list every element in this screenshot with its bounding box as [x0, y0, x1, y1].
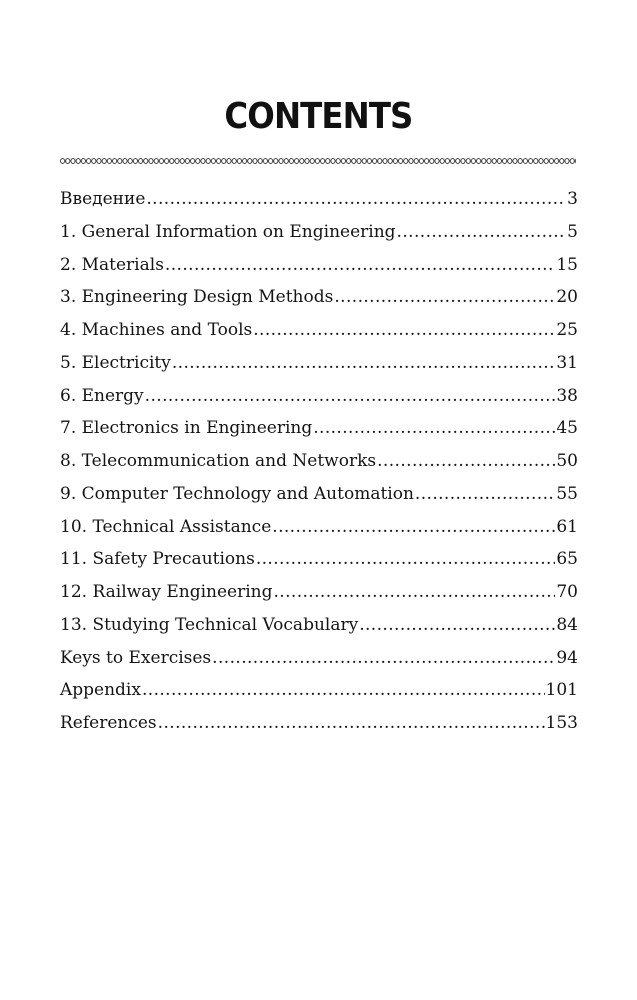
dot-leader [415, 483, 555, 505]
toc-entry-page: 153 [545, 713, 578, 733]
dot-leader [158, 712, 545, 734]
toc-entry-label: 2. Materials [60, 254, 164, 275]
toc-entry[interactable] [60, 647, 578, 680]
toc-entry-label: Appendix [60, 680, 141, 701]
toc-entry-page: 94 [556, 647, 578, 668]
page-title: CONTENTS [224, 96, 413, 137]
toc-entry[interactable] [60, 188, 578, 221]
toc-entry[interactable] [60, 286, 578, 319]
dot-leader [272, 516, 555, 538]
toc-entry-label: Введение [60, 189, 146, 209]
toc-entry-label: 12. Railway Engineering [60, 582, 273, 602]
toc-entry-page: 70 [556, 582, 578, 602]
dot-leader [212, 647, 555, 669]
toc-entry-label: 4. Machines and Tools [60, 320, 253, 340]
toc-entry-label: 13. Studying Technical Vocabulary [60, 614, 359, 635]
toc-entry[interactable] [60, 581, 578, 614]
dot-leader [273, 581, 555, 603]
toc-entry-label: 1. General Information on Engineering [60, 221, 396, 242]
toc-entry-label: 7. Electronics in Engineering [60, 418, 313, 439]
toc-entry[interactable] [60, 483, 578, 516]
toc-entry-page: 61 [556, 516, 578, 537]
toc-entry[interactable] [60, 352, 578, 385]
dot-leader [142, 679, 545, 701]
toc-entry-page: 20 [556, 287, 578, 308]
dot-leader [334, 286, 555, 308]
toc-entry-label: 8. Telecommunication and Networks [60, 451, 377, 471]
toc-entry-label: 11. Safety Precautions [60, 549, 255, 570]
dot-leader [172, 352, 556, 374]
toc-entry-page: 84 [556, 614, 578, 635]
toc-entry[interactable] [60, 254, 578, 287]
toc-entry-page: 55 [556, 483, 578, 504]
toc-entry[interactable] [60, 548, 578, 581]
dot-leader [313, 417, 555, 439]
toc-entry[interactable] [60, 221, 578, 254]
toc-entry-page: 15 [556, 254, 578, 275]
toc-entry-page: 101 [545, 680, 578, 701]
toc-entry-page: 25 [556, 320, 578, 340]
toc-entry[interactable] [60, 417, 578, 450]
dot-leader [146, 188, 566, 210]
toc-entry-page: 38 [556, 385, 578, 406]
toc-entry[interactable] [60, 516, 578, 549]
toc-entry[interactable] [60, 679, 578, 712]
toc-entry-label: 6. Energy [60, 385, 144, 406]
decorative-divider [60, 157, 576, 165]
toc-entry-label: 5. Electricity [60, 352, 171, 373]
toc-entry[interactable] [60, 319, 578, 352]
dot-leader [165, 254, 555, 276]
table-of-contents [60, 188, 578, 745]
dot-leader [253, 319, 555, 341]
toc-entry-page: 65 [556, 549, 578, 570]
toc-entry-label: 3. Engineering Design Methods [60, 287, 334, 308]
toc-entry-label: 10. Technical Assistance [60, 516, 272, 537]
toc-entry-label: References [60, 713, 157, 733]
toc-entry-label: Keys to Exercises [60, 647, 212, 668]
toc-entry-page: 5 [567, 221, 578, 242]
toc-entry-label: 9. Computer Technology and Automation [60, 483, 414, 504]
dot-leader [256, 548, 556, 570]
dot-leader [377, 450, 555, 472]
toc-entry[interactable] [60, 614, 578, 647]
toc-entry-page: 50 [556, 451, 578, 471]
dot-leader [397, 221, 567, 243]
toc-entry-page: 3 [567, 189, 578, 209]
toc-entry-page: 45 [556, 418, 578, 439]
dot-leader [359, 614, 555, 636]
dot-leader [145, 385, 556, 407]
toc-entry[interactable] [60, 385, 578, 418]
toc-entry[interactable] [60, 450, 578, 483]
toc-entry[interactable] [60, 712, 578, 745]
toc-entry-page: 31 [556, 352, 578, 373]
